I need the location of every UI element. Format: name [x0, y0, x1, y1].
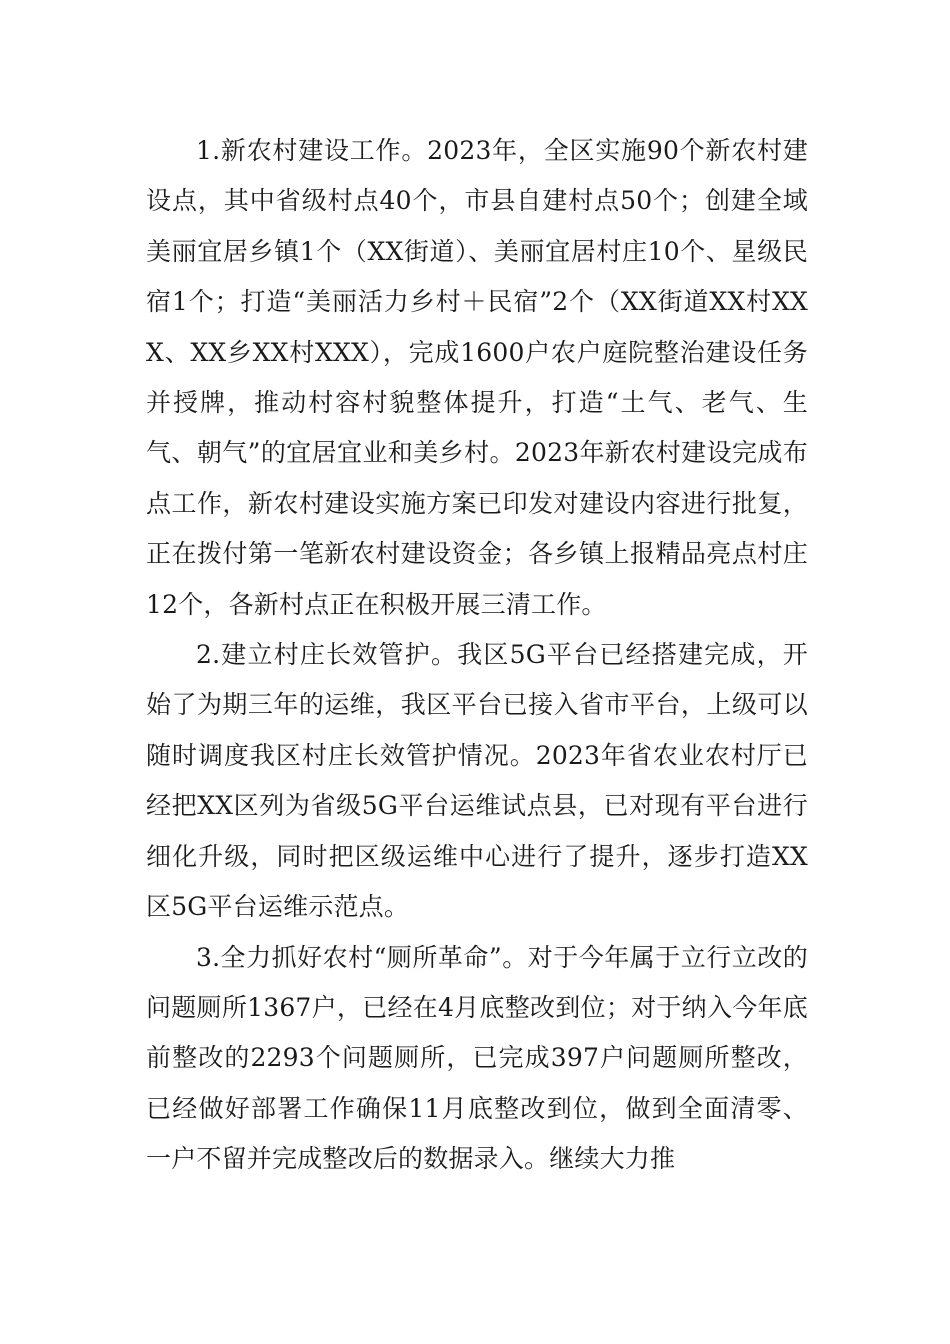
document-body: [146, 126, 808, 1185]
paragraph-new-rural-construction: 1.新农村建设工作。2023年，全区实施90个新农村建设点，其中省级村点40个，市县自建村点50个；创建全域美丽宜居乡镇1个（XX街道）、美丽宜居村庄10个、星级民宿1个；打造“美丽活力乡村＋民宿”2个（XX街道XX村XXX、XX乡XX村XXX），完成1600户农户庭院整治建设任务并授牌，推动村容村貌整体提升，打造“土气、老气、生气、朝气”的宜居宜业和美乡村。2023年新农村建设完成布点工作，新农村建设实施方案已印发对建设内容进行批复，正在拨付第一笔新农村建设资金；各乡镇上报精品亮点村庄12个，各新村点正在积极开展三清工作。: [146, 136, 808, 619]
paragraph-village-maintenance: 2.建立村庄长效管护。我区5G平台已经搭建完成，开始了为期三年的运维，我区平台已接入省市平台，上级可以随时调度我区村庄长效管护情况。2023年省农业农村厅已经把XX区列为省级5G平台运维试点县，已对现有平台进行细化升级，同时把区级运维中心进行了提升，逐步打造XX区5G平台运维示范点。: [146, 640, 808, 922]
paragraph-toilet-revolution: 3.全力抓好农村“厕所革命”。对于今年属于立行立改的问题厕所1367户，已经在4月底整改到位；对于纳入今年底前整改的2293个问题厕所，已完成397户问题厕所整改，已经做好部署工作确保11月底整改到位，做到全面清零、一户不留并完成整改后的数据录入。继续大力推: [146, 942, 808, 1174]
